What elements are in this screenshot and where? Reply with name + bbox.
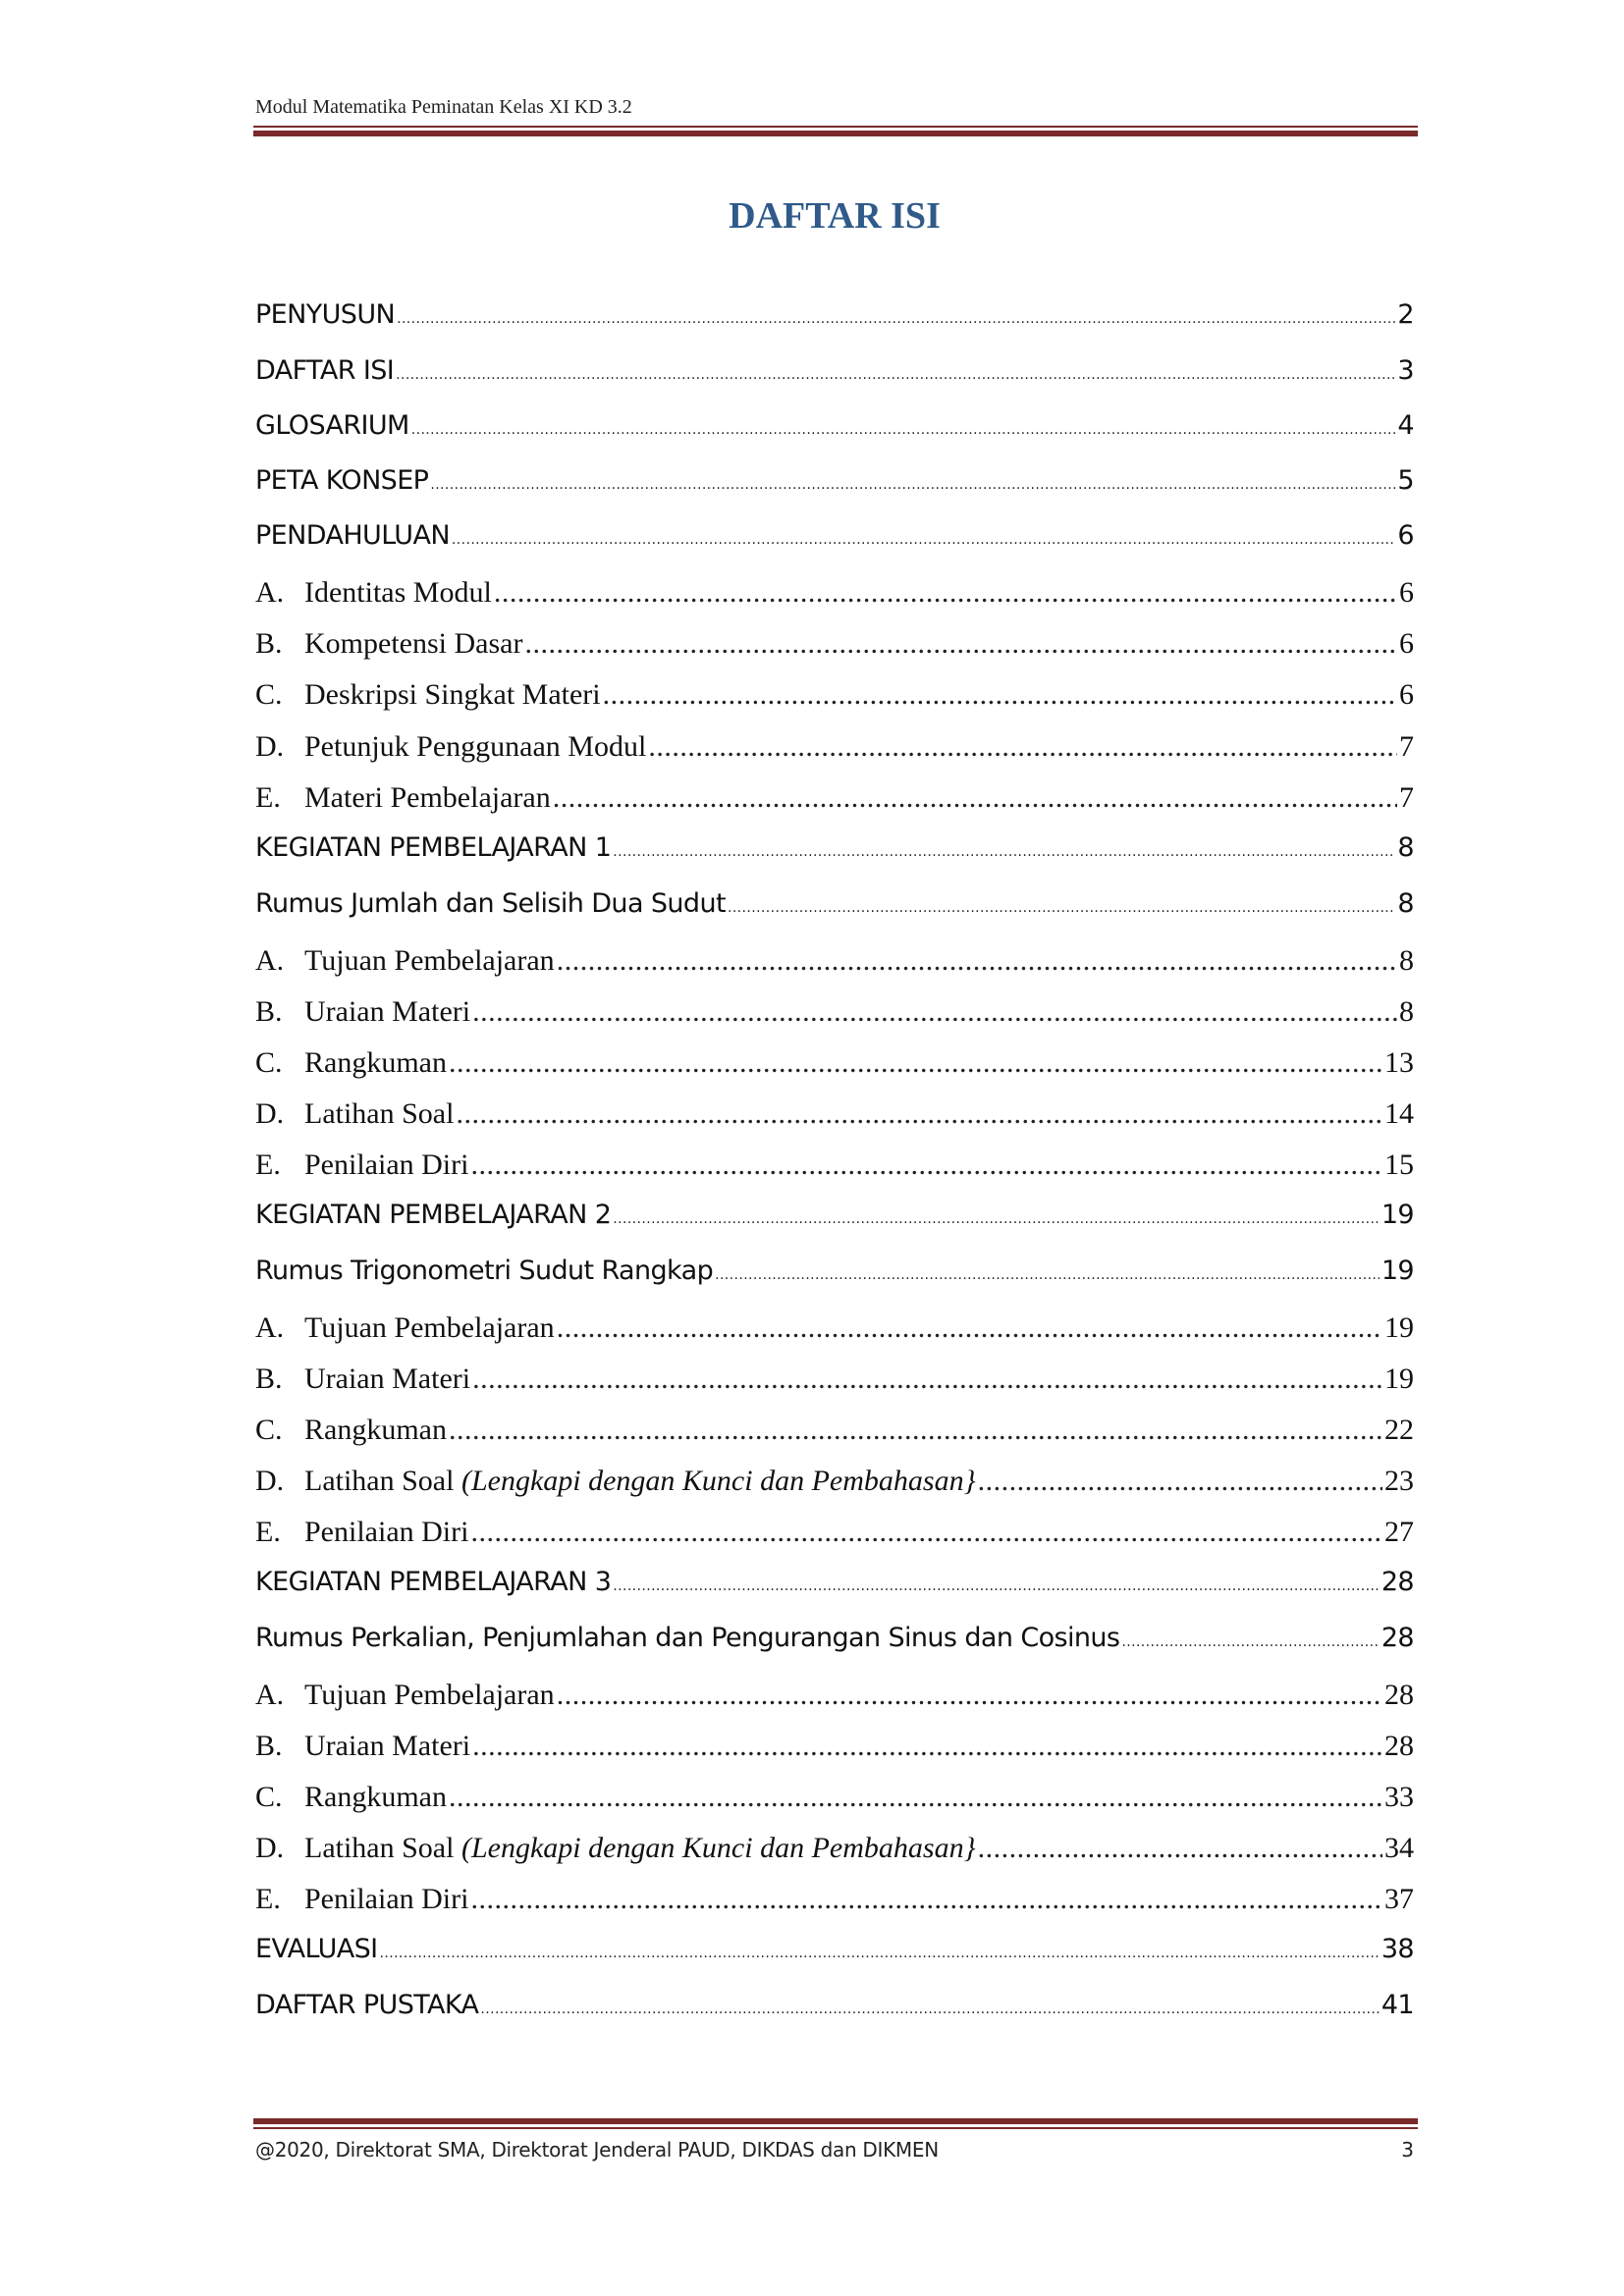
dot-leader [728,888,1395,919]
toc-entry[interactable] [255,1362,1414,1396]
toc-entry-label [255,410,409,441]
toc-entry[interactable] [255,1465,1414,1498]
toc-entry-label [304,1679,555,1712]
toc-entry-letter: C. [255,1046,283,1079]
toc-entry-page: 28 [1380,1567,1414,1597]
header-rule [253,126,1418,136]
toc-entry-page: 8 [1397,888,1414,919]
toc-entry-note: (Lengkapi dengan Kunci dan Pembahasan} [460,1832,976,1864]
dot-leader [603,678,1397,712]
toc-entry-label [304,1097,454,1131]
toc-entry-title: Rumus Trigonometri Sudut Rangkap [255,1255,714,1286]
toc-entry-page: 19 [1384,1311,1414,1344]
toc-entry-page: 34 [1384,1832,1414,1864]
dot-leader [1121,1623,1379,1653]
toc-entry-page: 4 [1397,410,1414,441]
toc-entry-page: 28 [1384,1679,1414,1711]
toc-entry[interactable] [255,299,1414,330]
dot-leader [978,1465,1382,1498]
dot-leader [430,465,1395,496]
toc-entry-label [255,888,726,919]
toc-entry[interactable] [255,576,1414,610]
toc-entry-page: 8 [1397,832,1414,863]
dot-leader [613,1567,1380,1597]
toc-entry[interactable] [255,1255,1414,1286]
toc-entry-title: Rangkuman [304,1414,447,1446]
toc-entry-letter: A. [255,1311,285,1344]
toc-entry-title: Penilaian Diri [304,1148,469,1181]
toc-entry[interactable] [255,1679,1414,1712]
dot-leader [472,1362,1382,1396]
dot-leader [557,944,1397,978]
toc-entry[interactable] [255,888,1414,919]
toc-entry[interactable] [255,1414,1414,1447]
toc-entry-page: 41 [1380,1990,1414,2020]
toc-entry-page: 28 [1384,1730,1414,1762]
footer-rule [253,2118,1418,2129]
toc-entry-label [304,1362,470,1396]
toc-entry-label [255,832,611,863]
toc-entry-page: 37 [1384,1883,1414,1915]
toc-entry-label [304,730,646,764]
toc-entry[interactable] [255,1046,1414,1080]
dot-leader [494,576,1397,610]
toc-entry-letter: C. [255,678,283,711]
toc-entry-page: 5 [1397,465,1414,496]
toc-entry-label [304,781,551,815]
toc-entry-title: Deskripsi Singkat Materi [304,678,601,711]
toc-entry-page: 13 [1384,1046,1414,1079]
toc-entry[interactable] [255,781,1414,815]
dot-leader [470,1148,1382,1182]
toc-entry-title: PENDAHULUAN [255,520,450,551]
toc-entry-label [304,995,470,1029]
toc-entry-label [304,576,492,610]
toc-entry-label [255,520,450,551]
toc-entry[interactable] [255,1200,1414,1230]
toc-entry-page: 33 [1384,1781,1414,1813]
toc-entry-label [255,1567,611,1597]
footer-text: @2020, Direktorat SMA, Direktorat Jenderal PAUD, DIKDAS dan DIKMEN [255,2138,939,2162]
toc-entry-title: KEGIATAN PEMBELAJARAN 2 [255,1200,612,1230]
toc-entry-page: 6 [1397,520,1414,551]
dot-leader [411,410,1396,441]
toc-entry-title: EVALUASI [255,1934,378,1964]
dot-leader [396,355,1395,386]
toc-entry[interactable] [255,1934,1414,1964]
toc-entry-page: 14 [1384,1097,1414,1130]
toc-entry-label [255,299,395,330]
toc-entry[interactable] [255,1623,1414,1653]
toc-entry-page: 8 [1399,944,1414,977]
toc-entry-title: Tujuan Pembelajaran [304,944,555,977]
toc-entry-title: Rumus Perkalian, Penjumlahan dan Pengurangan Sinus dan Cosinus [255,1623,1120,1653]
dot-leader [978,1832,1382,1865]
toc-entry-page: 6 [1399,627,1414,660]
toc-entry-title: DAFTAR PUSTAKA [255,1990,479,2020]
toc-entry[interactable] [255,1311,1414,1345]
toc-entry-letter: E. [255,781,281,814]
toc-entry-title: Uraian Materi [304,995,471,1028]
page-title: DAFTAR ISI [729,195,941,237]
toc-entry[interactable] [255,1883,1414,1916]
toc-entry-letter: E. [255,1883,281,1915]
toc-entry-page: 23 [1384,1465,1414,1497]
toc-entry[interactable] [255,520,1414,551]
toc-entry-title: Rangkuman [304,1781,447,1813]
toc-entry[interactable] [255,832,1414,863]
toc-entry-title: Latihan Soal [304,1832,455,1864]
toc-entry-title: Tujuan Pembelajaran [304,1679,555,1711]
toc-entry-label [304,1414,447,1447]
toc-entry[interactable] [255,627,1414,661]
toc-entry-title: PENYUSUN [255,299,396,330]
toc-entry-label [304,944,555,978]
toc-entry[interactable] [255,1097,1414,1131]
toc-entry[interactable] [255,1516,1414,1549]
toc-entry-label [304,678,601,712]
dot-leader [557,1679,1382,1712]
toc-entry-title: KEGIATAN PEMBELAJARAN 3 [255,1567,612,1597]
toc-entry-page: 2 [1397,299,1414,330]
toc-entry-title: Identitas Modul [304,576,492,609]
toc-entry-letter: D. [255,1097,285,1130]
toc-entry-title: DAFTAR ISI [255,355,395,386]
toc-entry[interactable] [255,1148,1414,1182]
toc-entry-title: GLOSARIUM [255,410,409,441]
dot-leader [452,520,1395,551]
dot-leader [480,1990,1379,2020]
toc-entry-title: Uraian Materi [304,1730,471,1762]
toc-entry-title: PETA KONSEP [255,465,429,496]
toc-entry[interactable] [255,355,1414,386]
toc-entry-page: 8 [1399,995,1414,1028]
toc-entry-label [304,1730,470,1763]
toc-entry[interactable] [255,465,1414,496]
toc-entry-letter: B. [255,1362,283,1395]
toc-entry-letter: E. [255,1148,281,1181]
toc-entry-label [304,1516,468,1549]
toc-entry-page: 19 [1380,1200,1414,1230]
toc-entry-page: 19 [1380,1255,1414,1286]
toc-entry[interactable] [255,944,1414,978]
dot-leader [613,832,1395,863]
toc-entry[interactable] [255,410,1414,441]
toc-entry-title: Penilaian Diri [304,1516,469,1548]
toc-entry-label [255,465,428,496]
toc-entry-label [304,1046,447,1080]
toc-entry-page: 22 [1384,1414,1414,1446]
toc-entry-title: Penilaian Diri [304,1883,469,1915]
toc-entry-page: 7 [1399,730,1414,763]
toc-entry-page: 15 [1384,1148,1414,1181]
running-header: Modul Matematika Peminatan Kelas XI KD 3.2 [255,96,632,118]
toc-entry[interactable] [255,1990,1414,2020]
toc-entry-letter: E. [255,1516,281,1548]
toc-entry-letter: D. [255,1465,285,1497]
toc-entry-title: Materi Pembelajaran [304,781,551,814]
toc-entry-page: 6 [1399,678,1414,711]
toc-entry-label [255,1623,1119,1653]
toc-entry-page: 38 [1380,1934,1414,1964]
dot-leader [715,1255,1380,1286]
dot-leader [380,1934,1380,1964]
toc-entry-title: Tujuan Pembelajaran [304,1311,555,1344]
toc-entry[interactable] [255,730,1414,764]
toc-entry-label [304,1465,976,1498]
toc-entry-page: 27 [1384,1516,1414,1548]
toc-entry-letter: A. [255,1679,285,1711]
toc-entry-page: 19 [1384,1362,1414,1395]
toc-entry-title: Rumus Jumlah dan Selisih Dua Sudut [255,888,726,919]
toc-entry-title: Rangkuman [304,1046,447,1079]
dot-leader [449,1046,1382,1080]
toc-entry-label [304,1781,447,1814]
toc-entry-label [304,627,522,661]
toc-entry-title: Petunjuk Penggunaan Modul [304,730,647,763]
dot-leader [449,1414,1382,1447]
dot-leader [397,299,1395,330]
toc-entry-letter: B. [255,995,283,1028]
toc-entry-label [255,1200,611,1230]
toc-entry-page: 7 [1399,781,1414,814]
dot-leader [472,1730,1382,1763]
toc-entry-label [255,355,394,386]
dot-leader [557,1311,1382,1345]
toc-entry-title: Kompetensi Dasar [304,627,523,660]
toc-entry-label [304,1148,468,1182]
toc-entry-page: 28 [1380,1623,1414,1653]
dot-leader [524,627,1397,661]
toc-entry-letter: D. [255,730,285,763]
toc-entry-title: Latihan Soal [304,1465,455,1497]
toc-entry[interactable] [255,995,1414,1029]
dot-leader [470,1516,1382,1549]
toc-entry-letter: A. [255,576,285,609]
dot-leader [449,1781,1382,1814]
toc-entry[interactable] [255,1832,1414,1865]
toc-entry-title: Latihan Soal [304,1097,455,1130]
dot-leader [456,1097,1382,1131]
toc-entry-label [255,1934,378,1964]
toc-entry-label [304,1883,468,1916]
toc-entry-label [304,1832,976,1865]
toc-entry-letter: C. [255,1781,283,1813]
dot-leader [470,1883,1382,1916]
toc-entry[interactable] [255,1730,1414,1763]
dot-leader [553,781,1397,815]
toc-entry-page: 3 [1397,355,1414,386]
toc-entry-page: 6 [1399,576,1414,609]
toc-entry[interactable] [255,678,1414,712]
toc-entry-letter: A. [255,944,285,977]
footer-page-number: 3 [1401,2138,1414,2162]
toc-entry-note: (Lengkapi dengan Kunci dan Pembahasan} [460,1465,976,1497]
toc-entry-letter: C. [255,1414,283,1446]
toc-entry-letter: B. [255,627,283,660]
toc-entry-letter: B. [255,1730,283,1762]
toc-entry-title: Uraian Materi [304,1362,471,1395]
toc-entry-label [255,1255,713,1286]
dot-leader [613,1200,1380,1230]
toc-entry[interactable] [255,1567,1414,1597]
toc-entry[interactable] [255,1781,1414,1814]
dot-leader [472,995,1397,1029]
toc-entry-label [304,1311,555,1345]
toc-entry-title: KEGIATAN PEMBELAJARAN 1 [255,832,612,863]
toc-entry-letter: D. [255,1832,285,1864]
toc-entry-label [255,1990,478,2020]
dot-leader [648,730,1397,764]
